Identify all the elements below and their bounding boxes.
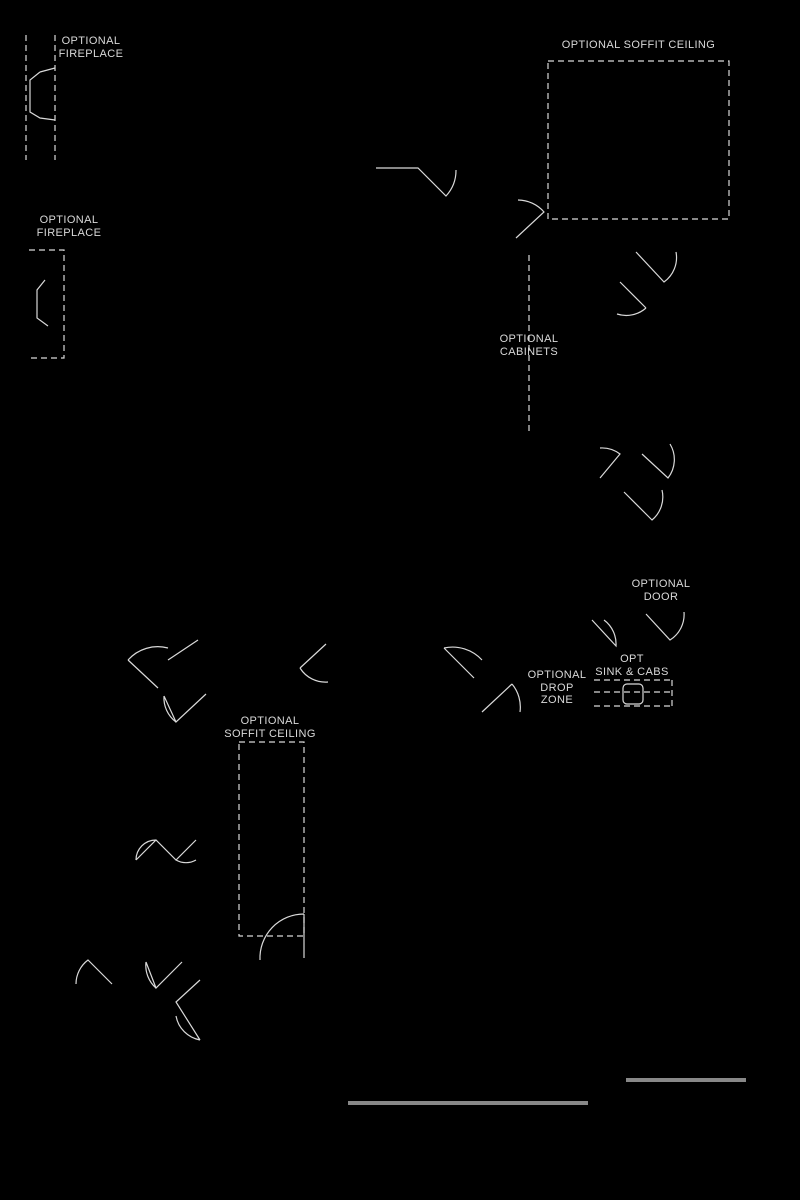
label-line: OPTIONAL <box>631 578 691 590</box>
door-swing-11 <box>76 960 200 1040</box>
door-swing-5 <box>592 612 684 646</box>
label-line: CABINETS <box>499 345 559 358</box>
door-swing-4 <box>600 444 674 520</box>
door-swing-10 <box>260 914 304 960</box>
wall-bottom-right <box>626 1079 746 1081</box>
label-soffit-ceiling-top <box>548 39 729 52</box>
label-line: OPTIONAL SOFFIT CEILING <box>561 39 716 51</box>
fireplace-middle-outline <box>29 250 64 358</box>
label-drop-zone <box>522 669 592 707</box>
fireplace-top-outline <box>26 35 55 160</box>
label-cabinets <box>494 333 564 358</box>
label-line: OPTIONAL <box>499 333 559 345</box>
label-line: SINK & CABS <box>595 665 669 678</box>
label-line: DROP <box>540 681 574 694</box>
label-line: OPTIONAL <box>39 214 99 226</box>
door-swing-6 <box>128 640 206 722</box>
door-swing-3 <box>617 252 677 315</box>
label-line: OPTIONAL <box>240 715 300 727</box>
label-sink-cabs <box>592 653 672 678</box>
label-line: FIREPLACE <box>58 47 124 60</box>
label-line: DOOR <box>643 590 679 603</box>
door-swing-1 <box>376 168 456 196</box>
door-swing-9 <box>136 840 196 863</box>
label-soffit-ceiling-bottom <box>220 715 320 740</box>
wall-bottom-left <box>348 1102 588 1104</box>
soffit-ceiling-bottom-outline <box>239 742 304 936</box>
label-optional-door <box>626 578 696 603</box>
door-swing-2 <box>516 200 544 238</box>
sink-cabinets-outline <box>594 680 672 708</box>
door-swing-8 <box>444 647 520 712</box>
label-line: OPTIONAL <box>527 669 587 681</box>
label-line: OPT <box>620 653 644 665</box>
label-line: ZONE <box>540 694 574 706</box>
label-line: SOFFIT CEILING <box>224 727 316 740</box>
label-line: FIREPLACE <box>36 226 102 239</box>
door-swing-7 <box>300 644 328 682</box>
label-fireplace-top <box>56 35 126 60</box>
soffit-ceiling-top-outline <box>548 61 729 219</box>
label-fireplace-middle <box>32 214 106 239</box>
label-line: OPTIONAL <box>61 35 121 47</box>
